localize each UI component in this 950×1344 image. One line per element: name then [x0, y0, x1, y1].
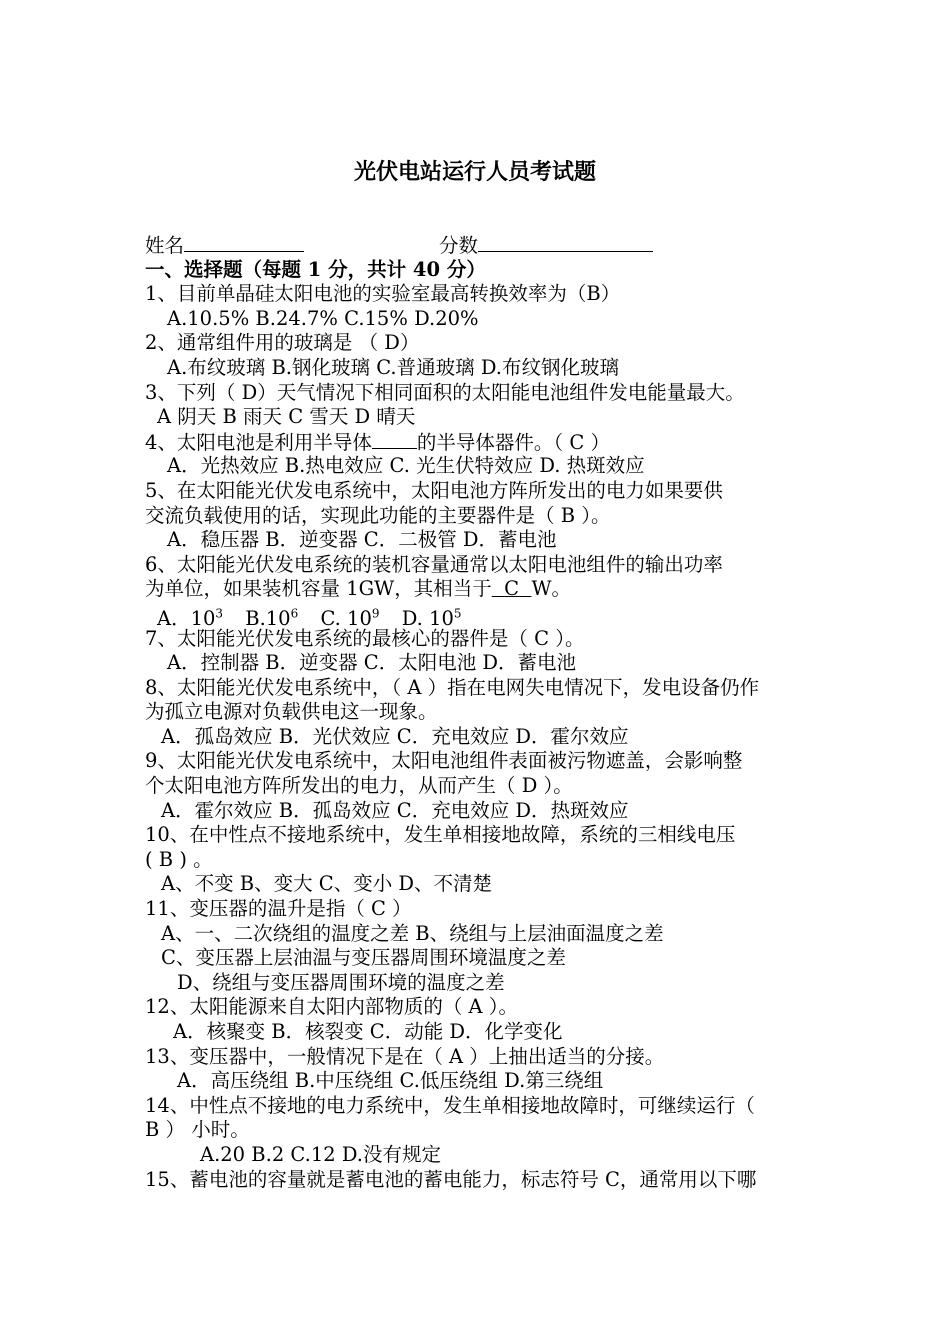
question-6-options	[145, 602, 815, 631]
question-9-line-2: 个太阳电池方阵所发出的电力，从而产生（ D ）。	[145, 774, 573, 798]
question-14-line-1: 14、中性点不接地的电力系统中，发生单相接地故障时，可继续运行（	[145, 1093, 755, 1117]
question-11-option-d: D、绕组与变压器周围环境的温度之差	[177, 970, 505, 994]
question-2-options: A.布纹玻璃 B.钢化玻璃 C.普通玻璃 D.布纹钢化玻璃	[167, 355, 619, 379]
question-5-options: A．稳压器 B．逆变器 C．二极管 D．蓄电池	[167, 528, 557, 552]
exam-body	[145, 233, 815, 1192]
question-13-options: A．高压绕组 B.中压绕组 C.低压绕组 D.第三绕组	[177, 1069, 604, 1093]
question-6-line-1: 6、太阳能光伏发电系统的装机容量通常以太阳电池组件的输出功率	[145, 552, 723, 576]
question-14-line-2: B ） 小时。	[145, 1118, 250, 1142]
question-6-line-2	[145, 577, 815, 602]
option-a: A．$10^3$	[157, 606, 224, 631]
question-7-options: A．控制器 B．逆变器 C．太阳电池 D．蓄电池	[167, 651, 577, 675]
question-4-options: A．光热效应 B.热电效应 C. 光生伏特效应 D. 热斑效应	[167, 454, 645, 478]
question-2: 2、通常组件用的玻璃是 （ D）	[145, 331, 420, 355]
question-8-options: A．孤岛效应 B．光伏效应 C．充电效应 D．霍尔效应	[161, 724, 629, 748]
question-11: 11、变压器的温升是指（ C ）	[145, 897, 412, 921]
question-14-options: A.20 B.2 C.12 D.没有规定	[200, 1142, 441, 1166]
question-7: 7、太阳能光伏发电系统的最核心的器件是（ C ）。	[145, 626, 585, 650]
score-blank[interactable]	[478, 233, 653, 252]
page-title: 光伏电站运行人员考试题	[353, 159, 596, 185]
question-5-line-2: 交流负载使用的话，实现此功能的主要器件是（ B ）。	[145, 503, 611, 527]
header-row	[145, 233, 815, 258]
question-4	[145, 430, 815, 455]
question-6-unit: W。	[531, 577, 572, 601]
question-11-option-ab: A、一、二次绕组的温度之差 B、绕组与上层油面温度之差	[161, 921, 664, 945]
name-blank[interactable]	[184, 233, 304, 252]
question-10-line-2: ( B ) 。	[145, 847, 213, 871]
question-12-options: A．核聚变 B．核裂变 C．动能 D．化学变化	[173, 1020, 563, 1043]
question-11-option-c: C、变压器上层油温与变压器周围环境温度之差	[161, 946, 566, 970]
question-8-line-2: 为孤立电源对负载供电这一现象。	[145, 700, 438, 724]
question-10-options: A、不变 B、变大 C、变小 D、不清楚	[161, 872, 493, 896]
question-15: 15、蓄电池的容量就是蓄电池的蓄电能力，标志符号 C，通常用以下哪	[145, 1167, 757, 1191]
question-4-text-a: 4、太阳电池是利用半导体	[145, 430, 372, 454]
question-4-blank	[372, 430, 417, 449]
option-d: D. $10^5$	[401, 606, 462, 631]
question-8-line-1: 8、太阳能光伏发电系统中，（ A ）指在电网失电情况下，发电设备仍作	[145, 675, 760, 699]
question-10-line-1: 10、在中性点不接地系统中，发生单相接地故障，系统的三相线电压	[145, 823, 736, 847]
name-label: 姓名	[145, 234, 185, 257]
question-9-options: A．霍尔效应 B．孤岛效应 C．充电效应 D．热斑效应	[161, 798, 629, 822]
question-3: 3、下列（ D）天气情况下相同面积的太阳能电池组件发电能量最大。	[145, 380, 745, 404]
option-b: $B.10^6$	[245, 606, 299, 631]
question-12: 12、太阳能源来自太阳内部物质的（ A ）。	[145, 995, 519, 1019]
question-5-line-1: 5、在太阳能光伏发电系统中，太阳电池方阵所发出的电力如果要供	[145, 478, 723, 502]
question-13: 13、变压器中，一般情况下是在（ A ）上抽出适当的分接。	[145, 1044, 665, 1068]
question-1-options: A.10.5% B.24.7% C.15% D.20%	[167, 306, 479, 330]
question-1: 1、目前单晶硅太阳电池的实验室最高转换效率为（B）	[145, 282, 621, 306]
option-c: C. $10^9$	[320, 606, 380, 631]
question-3-options: A 阴天 B 雨天 C 雪天 D 晴天	[157, 405, 416, 429]
question-6-text: 为单位，如果装机容量 1GW，其相当于	[145, 577, 492, 601]
question-9-line-1: 9、太阳能光伏发电系统中，太阳电池组件表面被污物遮盖，会影响整	[145, 749, 743, 773]
score-label: 分数	[439, 234, 479, 257]
question-6-answer: C	[504, 577, 520, 601]
question-4-text-b: 的半导体器件。（ C ）	[416, 430, 610, 454]
section-heading: 一、选择题（每题 1 分，共计 40 分）	[145, 257, 486, 281]
